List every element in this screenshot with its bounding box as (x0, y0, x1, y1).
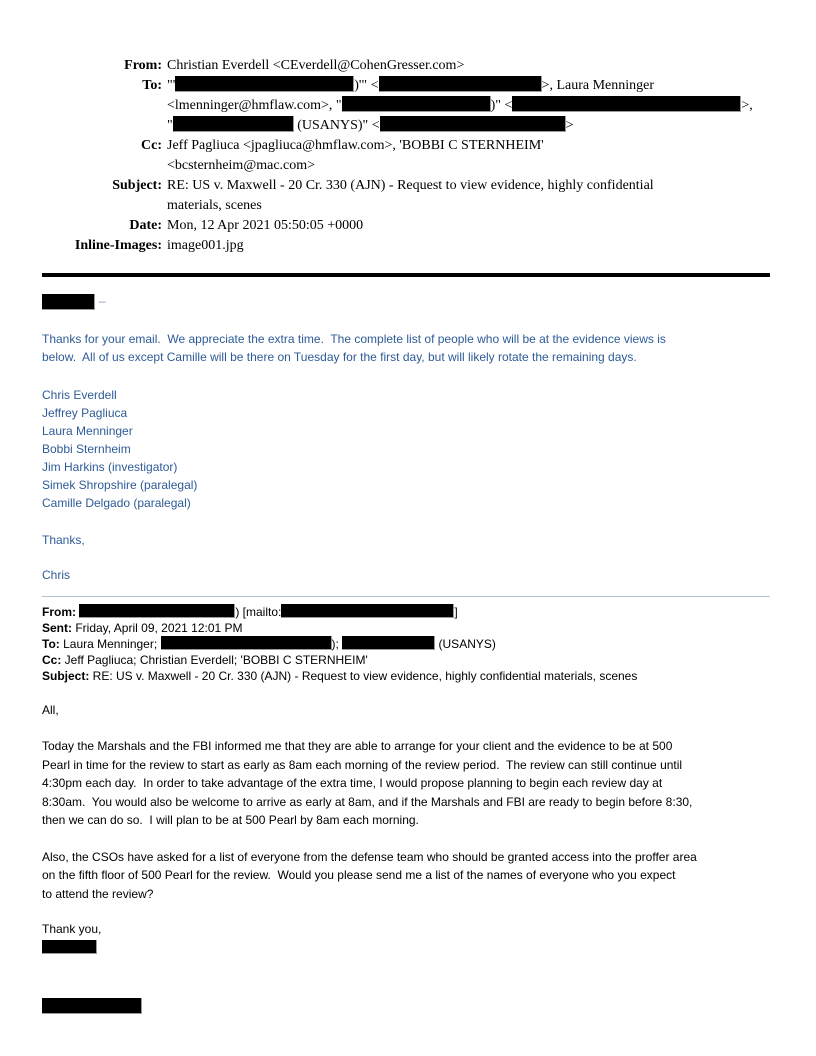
reply-signature: Chris (42, 568, 71, 582)
redaction-box (379, 76, 542, 92)
greeting-dash: – (99, 294, 106, 308)
header-field-label: Date: (129, 218, 162, 233)
redaction-box (380, 116, 566, 132)
redaction-box (342, 636, 435, 650)
text-segment: (USANYS) (435, 637, 496, 651)
quoted-header-line (42, 620, 770, 636)
text-segment: ] (454, 605, 458, 619)
redaction-box (42, 294, 95, 310)
attendee-name: Chris Everdell (42, 388, 117, 402)
quoted-signature-line (42, 940, 770, 959)
redaction-box (173, 116, 294, 132)
redaction-box (512, 96, 741, 112)
text-segment: >, Laura Menninger (541, 78, 655, 93)
header-field-label: To: (142, 78, 162, 93)
redaction-box (42, 998, 142, 1014)
redaction-box (281, 604, 454, 618)
text-segment: Jeff Pagliuca; Christian Everdell; 'BOBBI C STERNHEIM' (64, 653, 368, 667)
paragraph-line: to attend the review? (42, 886, 154, 901)
quoted-header-line (42, 668, 770, 684)
header-field-row (42, 236, 770, 256)
text-segment: Laura Menninger; (63, 637, 161, 651)
quoted-email-header (42, 604, 770, 684)
text-segment: Mon, 12 Apr 2021 05:50:05 +0000 (167, 218, 364, 233)
quoted-salutation: All, (42, 703, 59, 717)
header-value-line (167, 156, 544, 176)
header-value-line (167, 116, 753, 136)
text-segment: Christian Everdell <CEverdell@CohenGresser.com> (167, 58, 465, 73)
text-segment: <lmenninger@hmflaw.com>, " (167, 98, 342, 113)
email-header (42, 56, 770, 256)
quoted-header-label: To: (42, 637, 64, 651)
paragraph-line: 4:30pm each day. In order to take advantage of the extra time, I would propose planning to begin each review day at (42, 776, 663, 790)
header-value-line (167, 96, 753, 116)
paragraph-line: Thanks for your email. We appreciate the extra time. The complete list of people who will be at the evidence views is (42, 332, 666, 346)
header-value-line (167, 136, 544, 156)
reply-closing: Thanks, (42, 533, 85, 547)
attendee-name: Jeffrey Pagliuca (42, 406, 128, 420)
text-segment: ) [mailto: (235, 605, 282, 619)
text-segment: Jeff Pagliuca <jpagliuca@hmflaw.com>, 'BOBBI C STERNHEIM' (167, 138, 544, 153)
redaction-box (161, 636, 332, 650)
header-field-label: From: (124, 58, 162, 73)
header-value-line (167, 236, 244, 256)
header-value-line (167, 216, 363, 236)
text-segment: > (565, 118, 574, 133)
attendee-list (42, 386, 770, 512)
attendee-name: Camille Delgado (paralegal) (42, 496, 191, 510)
quoted-closing: Thank you, (42, 922, 102, 936)
paragraph-line: Pearl in time for the review to start as early as 8am each morning of the review period. The review can still continue until (42, 757, 683, 772)
paragraph-line: then we can do so. I will plan to be at 500 Pearl by 8am each morning. (42, 813, 419, 827)
quoted-header-label: Cc: (42, 653, 65, 667)
text-segment: ); (331, 637, 343, 651)
quoted-header-label: Sent: (42, 621, 76, 635)
attendee-name: Simek Shropshire (paralegal) (42, 478, 198, 492)
text-segment: )" < (490, 98, 513, 113)
header-field-value (162, 76, 753, 136)
quoted-header-label: From: (42, 605, 80, 619)
header-field-value (162, 176, 654, 216)
text-segment: )'" < (354, 78, 379, 93)
text-segment: Friday, April 09, 2021 12:01 PM (75, 621, 243, 635)
paragraph-line: Today the Marshals and the FBI informed me that they are able to arrange for your client and the evidence to be at 500 (42, 739, 673, 753)
text-segment: RE: US v. Maxwell - 20 Cr. 330 (AJN) - Request to view evidence, highly confidential materials, scenes (92, 669, 638, 683)
attendee-name: Laura Menninger (42, 424, 133, 438)
text-segment: image001.jpg (167, 238, 244, 253)
redaction-box (79, 604, 235, 618)
text-segment: (USANYS)" < (293, 118, 380, 133)
quoted-message-divider (42, 596, 770, 597)
quoted-header-line (42, 604, 770, 620)
quoted-paragraph-1 (42, 737, 770, 830)
header-field-label: Subject: (112, 178, 162, 193)
redaction-box (42, 940, 97, 954)
text-segment: " (167, 118, 173, 133)
quoted-paragraph-2 (42, 848, 770, 904)
redaction-box (175, 76, 354, 92)
header-field-row (42, 136, 770, 176)
paragraph-line: on the fifth floor of 500 Pearl for the review. Would you please send me a list of the names of everyone who you expect (42, 868, 676, 882)
header-field-value (162, 216, 363, 236)
header-field-row (42, 216, 770, 236)
attendee-name: Jim Harkins (investigator) (42, 460, 178, 474)
bottom-redaction-line (42, 998, 770, 1019)
header-field-value (162, 136, 544, 176)
header-divider-rule (42, 273, 770, 277)
header-value-line (167, 56, 464, 76)
header-field-value (162, 56, 464, 76)
text-segment: materials, scenes (167, 198, 262, 213)
header-value-line (167, 76, 753, 96)
text-segment: RE: US v. Maxwell - 20 Cr. 330 (AJN) - Request to view evidence, highly confidential (167, 178, 654, 193)
header-field-label: Inline-Images: (74, 238, 162, 253)
quoted-header-line (42, 652, 770, 668)
quoted-header-label: Subject: (42, 669, 93, 683)
text-segment: "' (167, 78, 176, 93)
header-value-line (167, 196, 654, 216)
header-field-row (42, 76, 770, 136)
quoted-header-line (42, 636, 770, 652)
attendee-name: Bobbi Sternheim (42, 442, 131, 456)
header-field-label: Cc: (141, 138, 162, 153)
header-value-line (167, 176, 654, 196)
paragraph-line: 8:30am. You would also be welcome to arrive as early at 8am, and if the Marshals and FBI are ready to begin before 8:30, (42, 794, 693, 809)
header-field-value (162, 236, 244, 256)
greeting-line (42, 294, 770, 310)
text-segment: >, (741, 98, 753, 113)
reply-paragraph (42, 330, 770, 366)
redaction-box (342, 96, 491, 112)
paragraph-line: below. All of us except Camille will be there on Tuesday for the first day, but will likely rotate the remaining days. (42, 350, 637, 364)
paragraph-line: Also, the CSOs have asked for a list of everyone from the defense team who should be granted access into the proffer area (42, 849, 697, 864)
text-segment: <bcsternheim@mac.com> (167, 158, 316, 173)
header-field-row (42, 176, 770, 216)
header-field-row (42, 56, 770, 76)
